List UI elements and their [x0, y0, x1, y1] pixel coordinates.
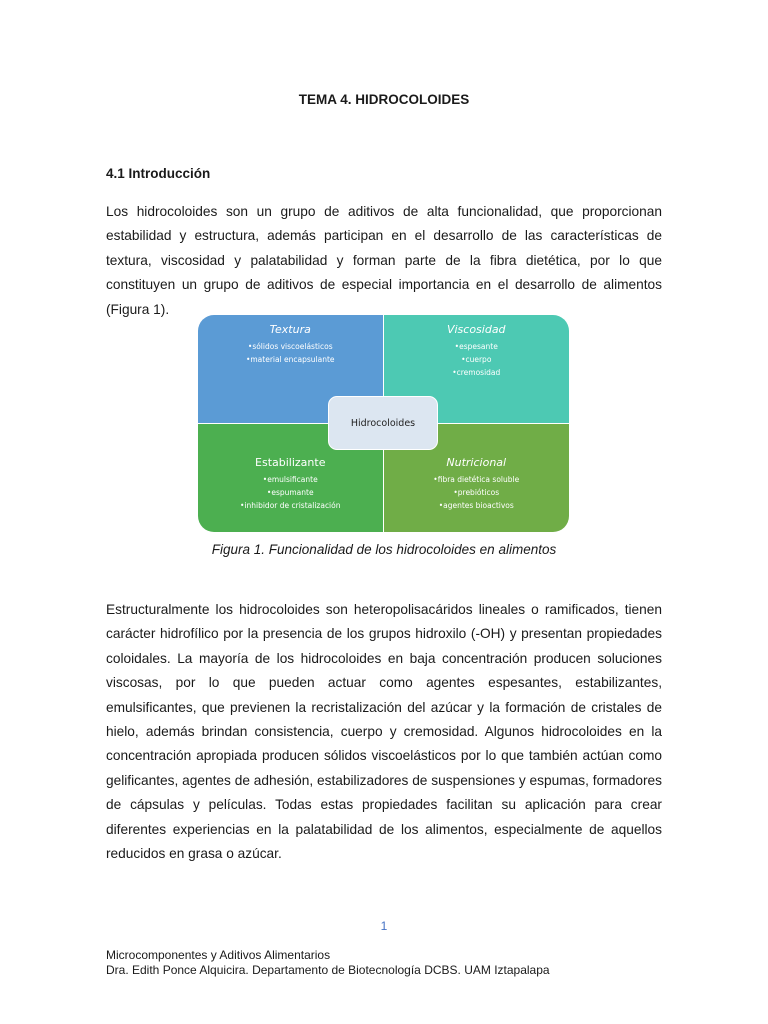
quadrant-item: •agentes bioactivos: [438, 500, 514, 510]
footer-course: Microcomponentes y Aditivos Alimentarios: [106, 948, 331, 962]
quadrant-item: •fibra dietética soluble: [433, 474, 520, 484]
intro-paragraph: Los hidrocoloides son un grupo de aditivos de alta funcionalidad, que proporcionan estabilidad y estructura, además participan en el desarrollo de las características de textura, viscosidad y palatabilidad y forman parte de la fibra dietética, por lo que constituyen un grupo de aditivos de especial importancia en el desarrollo de alimentos (Figura 1).: [106, 204, 662, 317]
quadrant-item: •espumante: [266, 487, 314, 497]
quadrant-title: Textura: [269, 323, 311, 336]
document-title: TEMA 4. HIDROCOLOIDES: [298, 92, 470, 107]
section-heading: 4.1 Introducción: [106, 166, 211, 181]
quadrant-title: Viscosidad: [446, 323, 506, 336]
quadrant-title: Estabilizante: [255, 455, 326, 469]
quadrant-item: •prebióticos: [453, 487, 500, 497]
quadrant-item: •cuerpo: [461, 355, 492, 364]
page-number: 1: [380, 919, 388, 933]
quadrant-item: •material encapsulante: [245, 355, 335, 364]
figure-caption: Figura 1. Funcionalidad de los hidrocoloides en alimentos: [211, 542, 557, 557]
quadrant-item: •emulsificante: [262, 474, 318, 484]
functionality-diagram: [198, 315, 569, 532]
quadrant-item: •cremosidad: [452, 368, 501, 377]
quadrant-item: •inhibidor de cristalización: [239, 500, 341, 510]
quadrant-item: •sólidos viscoelásticos: [247, 342, 333, 351]
structure-paragraph: Estructuralmente los hidrocoloides son heteropolisacáridos lineales o ramificados, tienen carácter hidrofílico por la presencia de los grupos hidroxilo (-OH) y presentan propiedades coloidales. La mayoría de los hidrocoloides en baja concentración producen soluciones viscosas, por lo que pueden actuar como agentes espesantes, estabilizantes, emulsificantes, que previenen la recristalización del azúcar y la formación de cristales de hielo, además brindan consistencia, cuerpo y cremosidad. Algunos hidrocoloides en la concentración apropiada producen sólidos viscoelásticos por lo que también actúan como gelificantes, agentes de adhesión, estabilizadores de suspensiones y espumas, formadores de cápsulas y películas. Todas estas propiedades facilitan su aplicación para crear diferentes experiencias en la palatabilidad de los alimentos, especialmente de aquellos reducidos en grasa o azúcar.: [106, 602, 662, 862]
center-node: Hidrocoloides: [328, 396, 438, 450]
quadrant-title: Nutricional: [446, 455, 507, 469]
quadrant-item: •espesante: [454, 342, 498, 351]
footer-author: Dra. Edith Ponce Alquicira. Departamento de Biotecnología DCBS. UAM Iztapalapa: [106, 963, 550, 977]
